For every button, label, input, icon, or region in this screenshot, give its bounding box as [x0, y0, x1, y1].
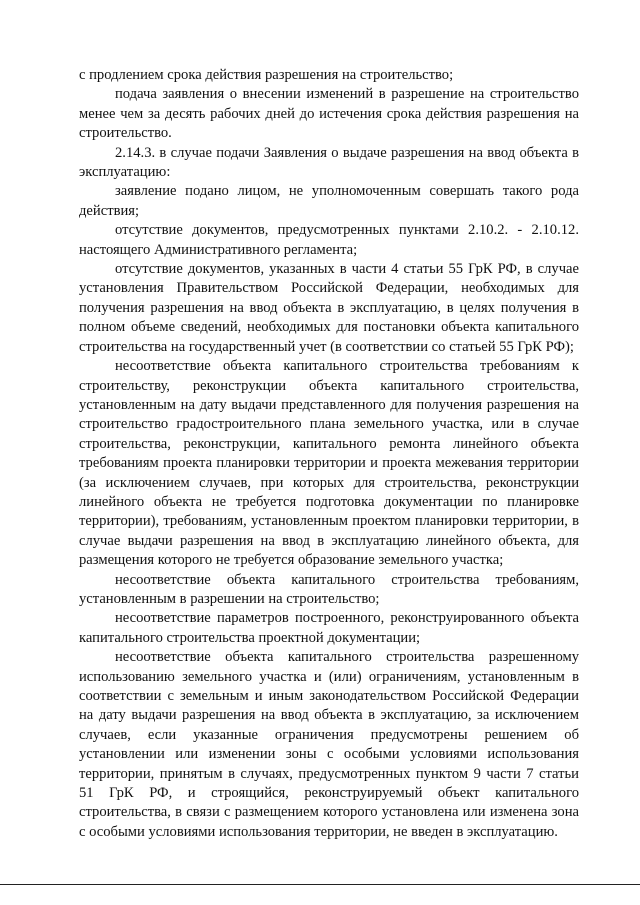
paragraph: несоответствие параметров построенного, реконструированного объекта капитального строительства проектной документации;	[79, 610, 579, 646]
paragraph: несоответствие объекта капитального строительства разрешенному использованию земельного участка и (или) ограничениям, установленным в соответствии с земельным и иным законодательством Российской Федерации на дату выдачи разрешения на ввод объекта в эксплуатацию, за исключением случаев, если указанные ограничения предусмотрены решением об установлении или изменении зоны с особыми условиями использования территории, принятым в случаях, предусмотренных пунктом 9 части 7 статьи 51 ГрК РФ, и строящийся, реконструируемый объект капитального строительства, в связи с размещением которого установлена или изменена зона с особыми условиями использования территории, не введен в эксплуатацию.	[79, 649, 579, 840]
paragraph: 2.14.3. в случае подачи Заявления о выдаче разрешения на ввод объекта в эксплуатацию:	[79, 144, 579, 181]
paragraph: несоответствие объекта капитального строительства требованиям к строительству, реконструкции объекта капитального строительства, установленным на дату выдачи представленного для получения разрешения на строительство градостроительного плана земельного участка, или в случае строительства, реконструкции, капитального ремонта линейного объекта требованиям проекта планировки территории и проекта межевания территории (за исключением случаев, при которых для строительства, реконструкции линейного объекта не требуется подготовка документации по планировке территории), требованиям, установленным проектом планировки территории, в случае выдачи разрешения на ввод в эксплуатацию линейного объекта, для размещения которого не требуется образование земельного участка;	[79, 358, 579, 569]
document-body	[79, 66, 579, 842]
footer-divider	[0, 884, 640, 885]
paragraph: заявление подано лицом, не уполномоченным совершать такого рода действия;	[79, 183, 579, 219]
paragraph: отсутствие документов, предусмотренных пунктами 2.10.2. - 2.10.12. настоящего Административного регламента;	[79, 222, 579, 258]
paragraph: подача заявления о внесении изменений в разрешение на строительство менее чем за десять рабочих дней до истечения срока действия разрешения на строительство.	[79, 86, 579, 142]
paragraph: отсутствие документов, указанных в части 4 статьи 55 ГрК РФ, в случае установления Правительством Российской Федерации, необходимых для получения разрешения на ввод объекта в эксплуатацию, в целях получения в полном объеме сведений, необходимых для постановки объекта капитального строительства на государственный учет (в соответствии со статьей 55 ГрК РФ);	[79, 261, 579, 355]
paragraph: несоответствие объекта капитального строительства требованиям, установленным в разрешении на строительство;	[79, 571, 579, 607]
paragraph: с продлением срока действия разрешения на строительство;	[79, 67, 454, 83]
